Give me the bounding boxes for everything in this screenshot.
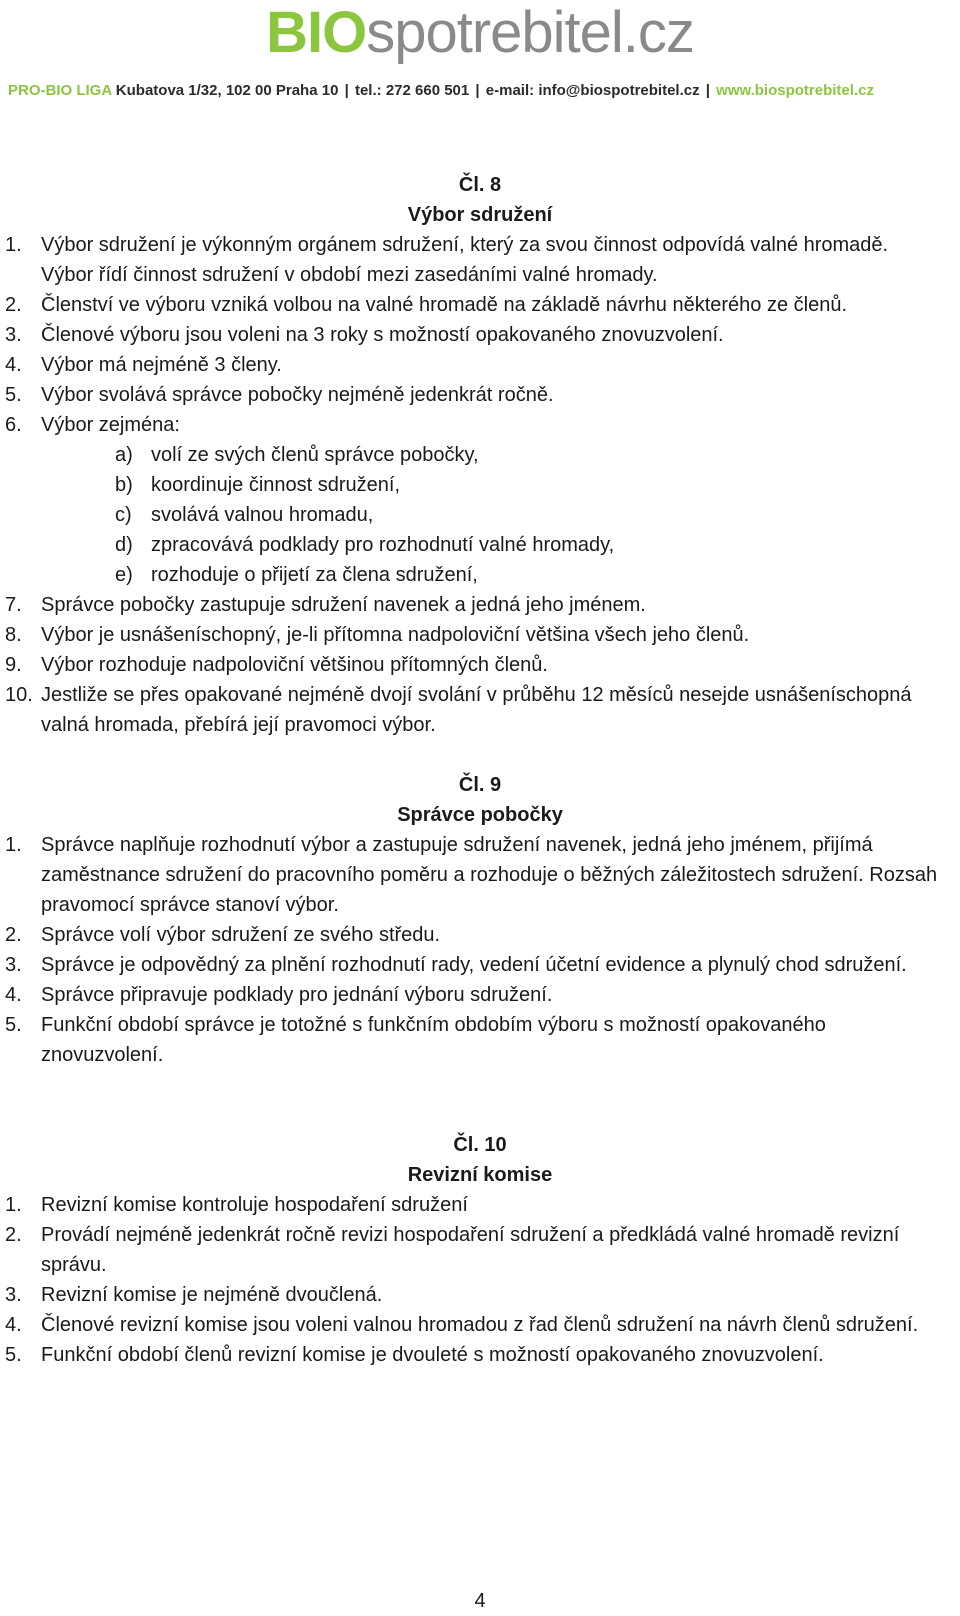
sub-item-letter: a)	[115, 444, 133, 466]
item-text: Výbor má nejméně 3 členy.	[41, 354, 282, 376]
item-text: Výbor rozhoduje nadpoloviční většinou přítomných členů.	[41, 654, 548, 676]
list-item	[0, 1340, 960, 1370]
org-name: PRO-BIO LIGA	[8, 82, 112, 99]
sub-item	[0, 500, 960, 530]
list-item	[0, 380, 960, 410]
item-number: 1.	[5, 1194, 22, 1216]
item-text: Výbor sdružení je výkonným orgánem sdružení, který za svou činnost odpovídá valné hromadě. Výbor řídí činnost sdružení v období mezi zasedáními valné hromady.	[41, 234, 889, 286]
tel-number: 272 660 501	[385, 82, 470, 99]
page-number: 4	[474, 1590, 486, 1612]
email-address: info@biospotrebitel.cz	[538, 82, 700, 99]
item-text: Funkční období členů revizní komise je dvouleté s možností opakovaného znovuzvolení.	[41, 1344, 824, 1366]
logo-bio-text: BIO	[266, 0, 367, 65]
sub-item-letter: e)	[115, 564, 133, 586]
item-number: 1.	[5, 834, 22, 856]
article-number: Čl. 10	[453, 1134, 507, 1156]
item-number: 2.	[5, 294, 22, 316]
list-item	[0, 950, 960, 980]
separator: |	[344, 82, 349, 99]
list-item	[0, 620, 960, 650]
article-title: Výbor sdružení	[407, 204, 553, 226]
item-text: Výbor svolává správce pobočky nejméně jedenkrát ročně.	[41, 384, 554, 406]
separator: |	[705, 82, 710, 99]
list-item	[0, 1010, 960, 1070]
list-item	[0, 320, 960, 350]
list-item	[0, 830, 960, 920]
website-url: www.biospotrebitel.cz	[716, 82, 874, 99]
sub-item-text: svolává valnou hromadu,	[151, 504, 374, 526]
item-text: Revizní komise kontroluje hospodaření sdružení	[41, 1194, 468, 1216]
item-text: Správce je odpovědný za plnění rozhodnutí rady, vedení účetní evidence a plynulý chod sdružení.	[41, 954, 907, 976]
item-number: 4.	[5, 354, 22, 376]
item-text: Provádí nejméně jedenkrát ročně revizi hospodaření sdružení a předkládá valné hromadě revizní správu.	[41, 1224, 900, 1276]
list-item	[0, 1310, 960, 1340]
list-item	[0, 230, 960, 290]
list-item	[0, 650, 960, 680]
list-item	[0, 1220, 960, 1280]
item-number: 9.	[5, 654, 22, 676]
document-body	[0, 170, 960, 1370]
sub-item-letter: b)	[115, 474, 133, 496]
logo-domain-text: spotrebitel.cz	[366, 0, 694, 65]
site-logo	[0, 0, 960, 64]
item-number: 7.	[5, 594, 22, 616]
item-number: 5.	[5, 384, 22, 406]
item-number: 3.	[5, 324, 22, 346]
list-item	[0, 590, 960, 620]
item-number: 3.	[5, 954, 22, 976]
item-text: Revizní komise je nejméně dvoučlená.	[41, 1284, 383, 1306]
item-number: 2.	[5, 924, 22, 946]
item-number: 4.	[5, 1314, 22, 1336]
sub-item	[0, 440, 960, 470]
list-item	[0, 350, 960, 380]
item-number: 5.	[5, 1344, 22, 1366]
item-text: Členové revizní komise jsou voleni valnou hromadou z řad členů sdružení na návrh členů sdružení.	[41, 1314, 919, 1336]
sub-item-text: zpracovává podklady pro rozhodnutí valné hromady,	[151, 534, 615, 556]
email-label: e-mail:	[485, 82, 535, 99]
sub-item-text: koordinuje činnost sdružení,	[151, 474, 401, 496]
contact-line	[8, 82, 958, 99]
list-item	[0, 290, 960, 320]
list-item	[0, 680, 960, 740]
sub-item-text: volí ze svých členů správce pobočky,	[151, 444, 479, 466]
item-text: Správce připravuje podklady pro jednání výboru sdružení.	[41, 984, 553, 1006]
item-number: 1.	[5, 234, 22, 256]
separator: |	[475, 82, 480, 99]
item-text: Výbor zejména:	[41, 414, 180, 436]
sub-item	[0, 470, 960, 500]
tel-label: tel.:	[354, 82, 382, 99]
item-number: 3.	[5, 1284, 22, 1306]
article-title: Revizní komise	[407, 1164, 553, 1186]
list-item	[0, 980, 960, 1010]
list-item	[0, 410, 960, 440]
item-text: Správce pobočky zastupuje sdružení navenek a jedná jeho jménem.	[41, 594, 646, 616]
list-item	[0, 1280, 960, 1310]
article-number: Čl. 9	[458, 774, 502, 796]
item-text: Členové výboru jsou voleni na 3 roky s možností opakovaného znovuzvolení.	[41, 324, 724, 346]
sub-item	[0, 530, 960, 560]
list-item	[0, 920, 960, 950]
sub-item	[0, 560, 960, 590]
sub-item-letter: d)	[115, 534, 133, 556]
item-number: 2.	[5, 1224, 22, 1246]
sub-item-letter: c)	[115, 504, 132, 526]
item-text: Správce naplňuje rozhodnutí výbor a zastupuje sdružení navenek, jedná jeho jménem, přijímá zaměstnance sdružení do pracovního poměru a rozhoduje o běžných záležitostech sdružení. Rozsah pravomocí správce stanoví výbor.	[41, 834, 938, 916]
item-text: Funkční období správce je totožné s funkčním obdobím výboru s možností opakovaného znovuzvolení.	[41, 1014, 826, 1066]
item-text: Výbor je usnášeníschopný, je-li přítomna nadpoloviční většina všech jeho členů.	[41, 624, 750, 646]
item-number: 10.	[5, 684, 33, 706]
item-text: Členství ve výboru vzniká volbou na valné hromadě na základě návrhu některého ze členů.	[41, 294, 848, 316]
item-text: Jestliže se přes opakované nejméně dvojí svolání v průběhu 12 měsíců nesejde usnášeníschopná valná hromada, přebírá její pravomoci výbor.	[41, 684, 912, 736]
article-number: Čl. 8	[458, 174, 502, 196]
list-item	[0, 1190, 960, 1220]
article-title: Správce pobočky	[397, 804, 563, 826]
sub-item-text: rozhoduje o přijetí za člena sdružení,	[151, 564, 478, 586]
item-number: 4.	[5, 984, 22, 1006]
item-number: 8.	[5, 624, 22, 646]
item-number: 5.	[5, 1014, 22, 1036]
org-address: Kubatova 1/32, 102 00 Praha 10	[115, 82, 339, 99]
item-text: Správce volí výbor sdružení ze svého středu.	[41, 924, 441, 946]
item-number: 6.	[5, 414, 22, 436]
